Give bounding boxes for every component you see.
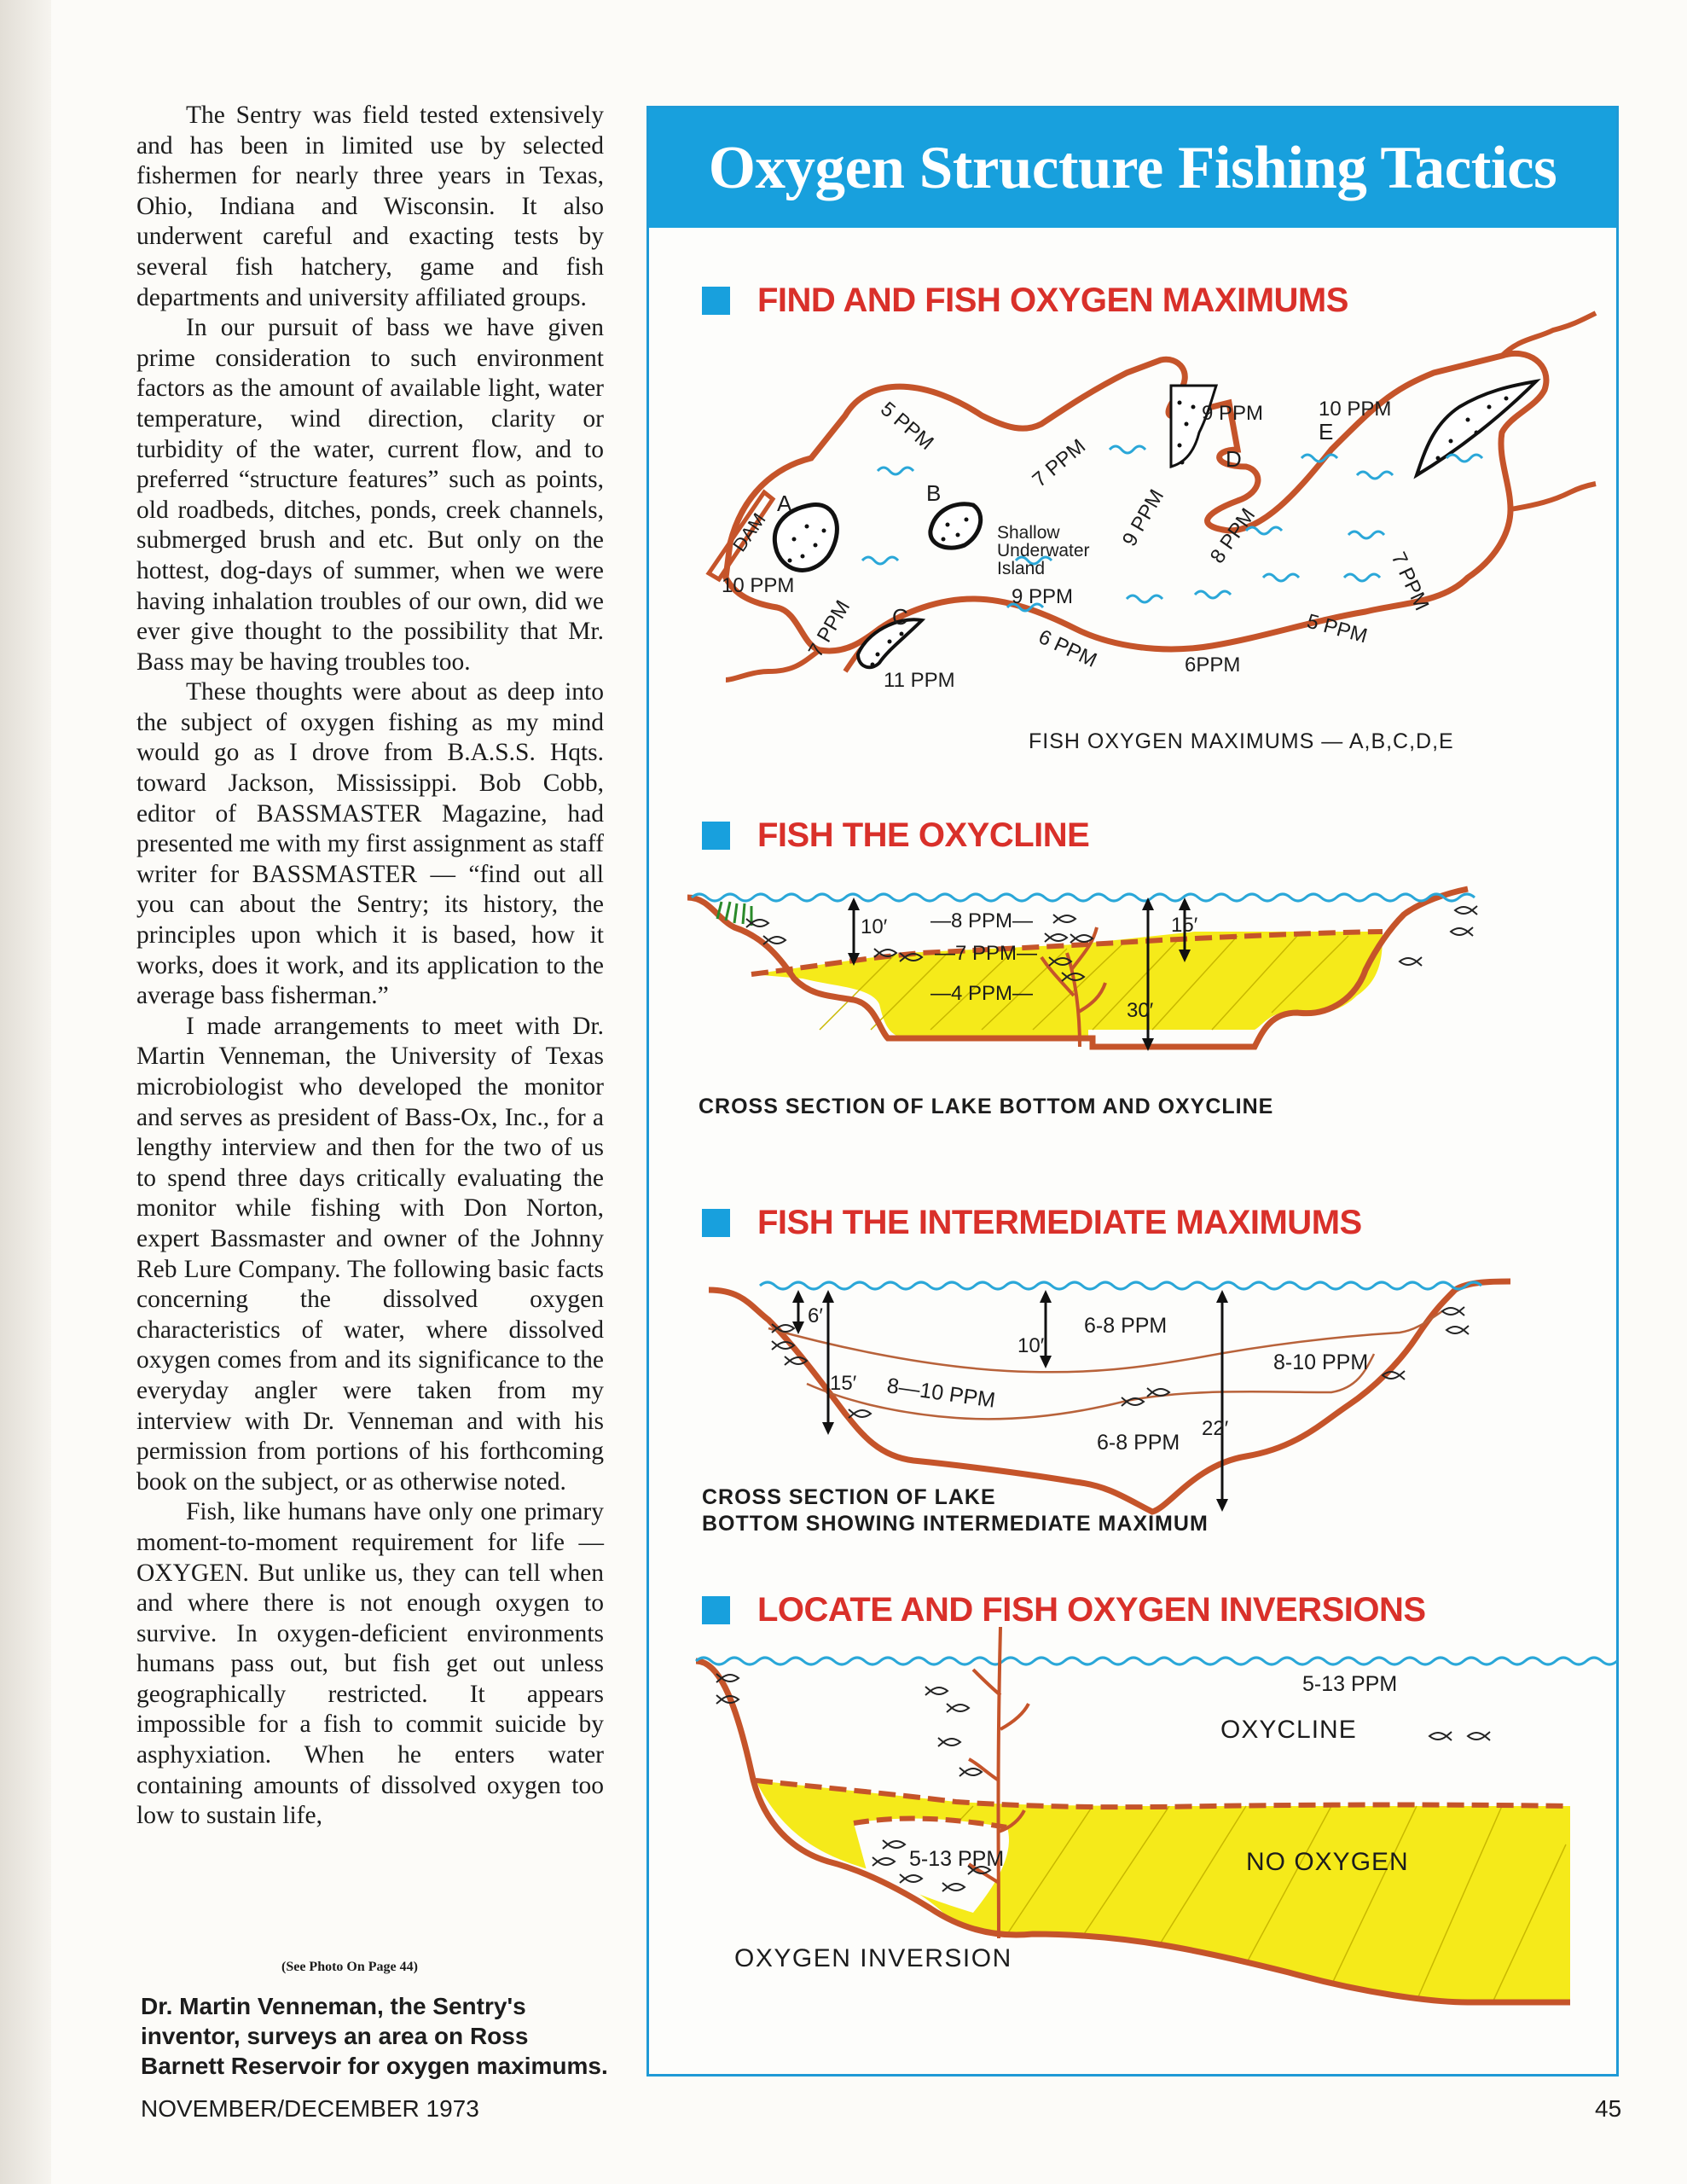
water-surface: [760, 1282, 1481, 1289]
issue-date: NOVEMBER/DECEMBER 1973: [141, 2095, 479, 2122]
article-paragraph: I made arrangements to meet with Dr. Martin Venneman, the University of Texas microbiologist who developed the monitor and serves as president of Bass-Ox, Inc., for a lengthy interview and then for the two of us to spend three days critically evaluating the monitor while fishing with Don Norton, expert Bassmaster and owner of the Johnny Reb Lure Company. The following basic facts concerning the dissolved oxygen characteristics of water, where dissolved oxygen comes from and its significance to the everyday angler were taken from my interview with Dr. Venneman and with his permission from portions of his forthcoming book on the subject, or as otherwise noted.: [136, 1012, 604, 1496]
ppm-label: 6PPM: [1185, 653, 1241, 677]
section-marker-icon: [702, 1209, 730, 1237]
depth-label: 22′: [1202, 1417, 1229, 1440]
no-oxygen-label: NO OXYGEN: [1246, 1848, 1409, 1876]
lake-map-diagram: [649, 322, 1621, 885]
ppm-label: 6-8 PPM: [1084, 1314, 1168, 1338]
ppm-label: 8 PPM: [1205, 503, 1261, 568]
ppm-label: 8—10 PPM: [885, 1374, 997, 1413]
section-heading-text: FIND AND FISH OXYGEN MAXIMUMS: [757, 282, 1348, 319]
ppm-label: 10 PPM: [722, 574, 795, 597]
article-paragraph: These thoughts were about as deep into the subject of oxygen fishing as my mind would go as I drove from B.A.S.S. Hqts. toward Jackson, Mississippi. Bob Cobb, editor of BASSMASTER Magazine, had presented me with my first assignment as staff writer for BASSMASTER — “find out all you can about the Sentry; its history, the principles upon which it is based, how it works, does it work, and its application to the average bass fisherman.”: [136, 678, 604, 1010]
photo-reference: (See Photo On Page 44): [281, 1960, 418, 1974]
oxygen-max-area-d: [1171, 386, 1216, 467]
article-paragraph: The Sentry was field tested extensively and has been in limited use by selected fishermen for nearly three years in Texas, Ohio, Indiana and Wisconsin. It also underwent careful and exacting tests by several fish hatchery, game and fish departments and university affiliated groups.: [136, 102, 604, 311]
oxygen-max-area-e: [1417, 381, 1536, 475]
ppm-label: 5 PPM: [1304, 609, 1371, 648]
island-label: Underwater: [997, 541, 1090, 561]
ppm-label: 5-13 PPM: [909, 1847, 1005, 1871]
river-inlet: [1510, 484, 1596, 509]
ppm-label: —8 PPM—: [930, 909, 1034, 932]
tactics-panel: [646, 106, 1619, 2077]
ppm-label: 6-8 PPM: [1097, 1431, 1180, 1455]
area-label-c: C: [892, 604, 908, 630]
ppm-label: 9 PPM: [1012, 585, 1074, 608]
article-paragraph: In our pursuit of bass we have given prime consideration to such environment factors as the amount of available light, water temperature, wind direction, clarity or turbidity of the water, current flow, and to preferred “structure features” such as points, old roadbeds, ditches, ponds, creek channels, submerged brush and etc. But only on the hottest, dog-days of summer, when we were having inhalation troubles of our own, did we ever give thought to the possibility that Mr. Bass may be having troubles too.: [136, 314, 604, 676]
section-heading-intermediate: [702, 1204, 1362, 1242]
section-heading-maximums: [702, 282, 1348, 320]
section-heading-text: LOCATE AND FISH OXYGEN INVERSIONS: [757, 1591, 1426, 1629]
ppm-label: 10 PPM: [1319, 398, 1392, 421]
panel-title: Oxygen Structure Fishing Tactics: [649, 108, 1616, 228]
oxygen-inversion-diagram: [649, 1644, 1621, 2028]
oxygen-max-area-b: [930, 504, 981, 548]
area-label-b: B: [926, 480, 942, 506]
article-body: [136, 101, 604, 1832]
inversion-caption: OXYGEN INVERSION: [734, 1944, 1012, 1972]
section-heading-inversions: [702, 1591, 1426, 1629]
ppm-label: 5-13 PPM: [1302, 1672, 1398, 1696]
depth-label: 10′: [1017, 1334, 1045, 1357]
depth-label: 15′: [830, 1372, 857, 1395]
photo-caption: Dr. Martin Venneman, the Sentry's inventor, surveys an area on Ross Barnett Reservoir for oxygen maximums.: [141, 1993, 608, 2079]
section-heading-text: FISH THE OXYCLINE: [757, 816, 1090, 854]
section-heading-oxycline: [702, 816, 1089, 855]
page-binding-shadow: [0, 0, 51, 2184]
article-paragraph: Fish, like humans have only one primary moment-to-moment requirement for life — OXYGEN. But unlike us, they can tell when and where there is not enough oxygen to survive. In oxygen-deficient environments humans pass out, but fish get out unless geographically restricted. It appears impossible for a fish to commit suicide by asphyxiation. When he enters water containing amounts of dissolved oxygen too low to sustain life,: [136, 1498, 604, 1830]
ppm-label: —4 PPM—: [930, 982, 1034, 1005]
river-outlet: [726, 650, 820, 680]
map-caption: FISH OXYGEN MAXIMUMS — A,B,C,D,E: [1029, 729, 1454, 753]
low-oxygen-zone: [751, 932, 1383, 1038]
depth-label: 30′: [1127, 999, 1154, 1022]
intermediate-maximum-diagram: [649, 1252, 1621, 1550]
intermediate-caption: CROSS SECTION OF LAKE: [702, 1485, 996, 1509]
ppm-label: 8-10 PPM: [1273, 1350, 1369, 1374]
area-label-a: A: [777, 491, 792, 516]
ppm-label: —7 PPM—: [935, 942, 1038, 965]
section-marker-icon: [702, 287, 730, 315]
ppm-label: 9 PPM: [1117, 485, 1169, 550]
dam-label: DAM: [728, 508, 770, 556]
depth-label: 15′: [1171, 914, 1198, 937]
ppm-label: 11 PPM: [884, 669, 955, 692]
river-inlet: [1502, 313, 1596, 356]
section-marker-icon: [702, 1596, 730, 1624]
island-label: Island: [997, 559, 1046, 578]
ppm-label: 6 PPM: [1035, 624, 1101, 672]
oxycline-label: OXYCLINE: [1220, 1716, 1357, 1744]
depth-label: 6′: [808, 1304, 823, 1327]
depth-label: 10′: [861, 915, 888, 938]
ppm-label: 9 PPM: [1202, 402, 1264, 425]
ppm-label: 5 PPM: [876, 397, 938, 455]
water-surface: [696, 1658, 1617, 1664]
water-surface: [692, 894, 1475, 901]
ppm-label: 7 PPM: [1386, 549, 1434, 614]
area-label-e: E: [1319, 419, 1334, 444]
island-label: Shallow: [997, 523, 1060, 543]
ppm-label: 7 PPM: [803, 596, 855, 661]
oxycline-caption: CROSS SECTION OF LAKE BOTTOM AND OXYCLINE: [699, 1095, 1274, 1118]
ppm-label: 7 PPM: [1028, 434, 1091, 492]
section-marker-icon: [702, 822, 730, 850]
oxycline-diagram: [649, 868, 1621, 1141]
intermediate-caption: BOTTOM SHOWING INTERMEDIATE MAXIMUM: [702, 1512, 1209, 1536]
area-label-d: D: [1226, 446, 1242, 472]
page-number: 45: [1595, 2095, 1622, 2122]
section-heading-text: FISH THE INTERMEDIATE MAXIMUMS: [757, 1204, 1362, 1241]
